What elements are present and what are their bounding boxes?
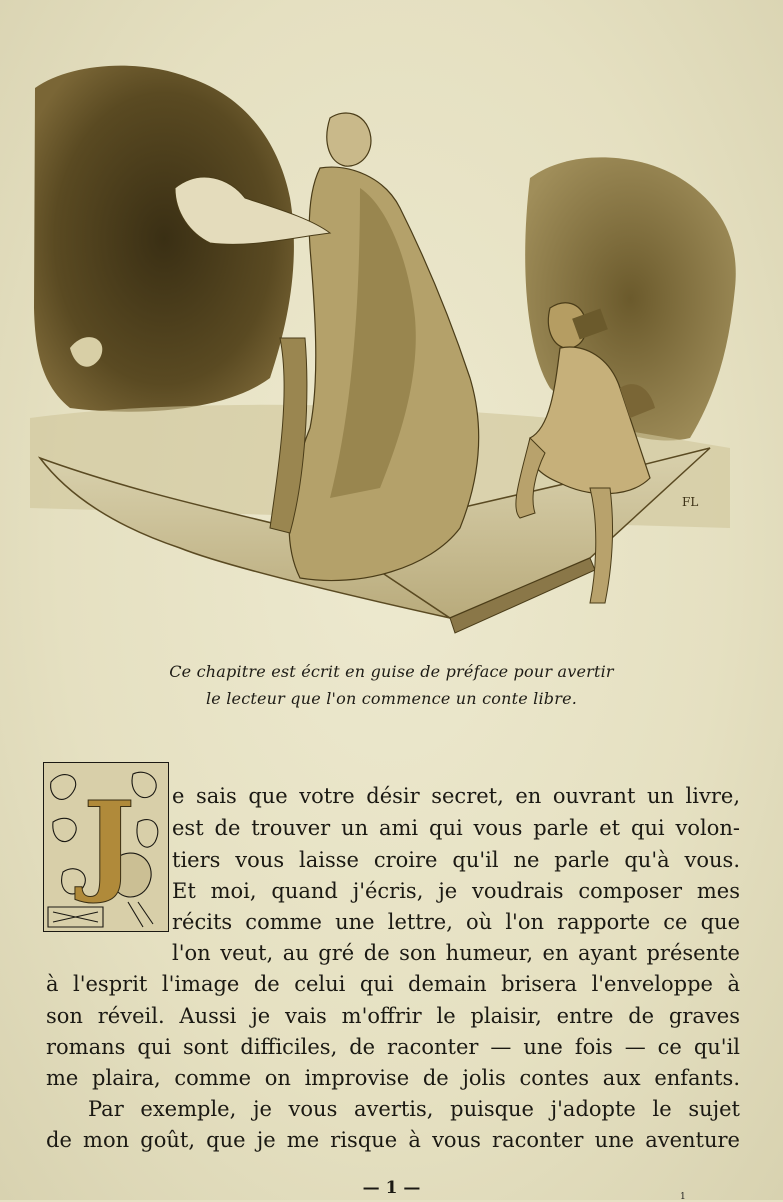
- text-line-7: à l'esprit l'image de celui qui demain brisera l'enveloppe à: [46, 972, 740, 996]
- signature-mark: 1: [680, 1192, 686, 1202]
- text-line-8: son réveil. Aussi je vais m'offrir le plaisir, entre de graves: [46, 1004, 740, 1028]
- text-line-2: est de trouver un ami qui vous parle et qui volon-: [172, 816, 740, 840]
- text-line-9: romans qui sont difficiles, de raconter — une fois — ce qu'il: [46, 1035, 740, 1059]
- ornamental-drop-cap: [43, 762, 169, 932]
- caption-line-1: Ce chapitre est écrit en guise de préface pour avertir: [169, 662, 614, 681]
- text-line-10: me plaira, comme on improvise de jolis contes aux enfants.: [46, 1066, 740, 1090]
- text-line-11: Par exemple, je vous avertis, puisque j'adopte le sujet: [88, 1097, 740, 1121]
- drop-cap-letter: J: [83, 777, 136, 906]
- text-line-6: l'on veut, au gré de son humeur, en ayant présente: [172, 941, 740, 965]
- text-line-3: tiers vous laisse croire qu'il ne parle qu'à vous.: [172, 848, 740, 872]
- etching-illustration: [30, 58, 742, 648]
- text-line-1: e sais que votre désir secret, en ouvrant un livre,: [172, 784, 740, 808]
- text-line-5: récits comme une lettre, où l'on rapporte ce que: [172, 910, 740, 934]
- illustration-monogram: FL: [682, 495, 699, 509]
- text-line-4: Et moi, quand j'écris, je voudrais composer mes: [172, 879, 740, 903]
- page-number: — 1 —: [362, 1178, 421, 1198]
- caption-line-2: le lecteur que l'on commence un conte libre.: [205, 689, 578, 708]
- text-line-12: de mon goût, que je me risque à vous raconter une aventure: [46, 1128, 740, 1152]
